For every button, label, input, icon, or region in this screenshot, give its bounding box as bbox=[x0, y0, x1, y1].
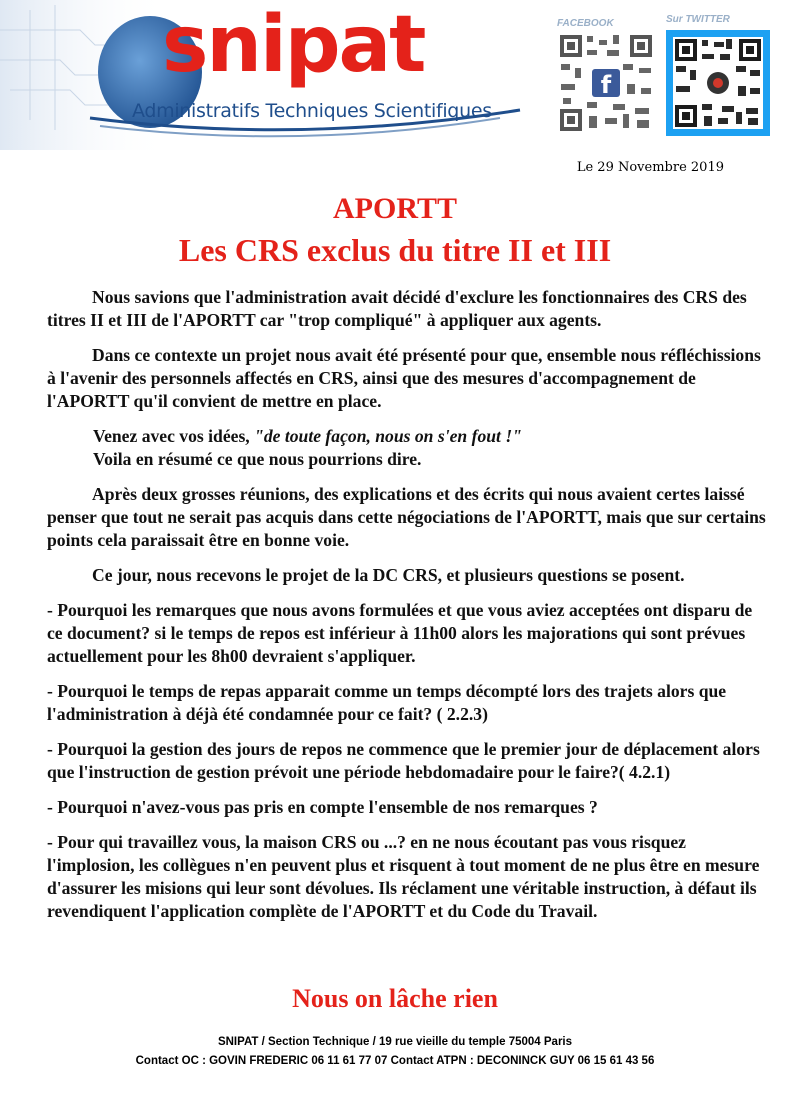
facebook-qr-code[interactable] bbox=[557, 32, 655, 134]
twitter-label: Sur TWITTER bbox=[666, 14, 730, 25]
document-subtitle: Les CRS exclus du titre II et III bbox=[178, 232, 612, 268]
question-3: - Pourquoi la gestion des jours de repos ne commence que le premier jour de déplacement alors que l'instruction de gestion prévoit une période hebdomadaire pour le faire?( 4.2.1) bbox=[47, 739, 760, 782]
twitter-qr-code[interactable] bbox=[666, 30, 770, 136]
paragraph-3-line2: Voila en résumé ce que nous pourrions dire. bbox=[93, 449, 422, 469]
paragraph-2: Dans ce contexte un projet nous avait été présenté pour que, ensemble nous réfléchissions à l'avenir des personnels affectés en CRS, ainsi que des mesures d'accompagnement de l'APORTT qu'il convient de mettre en place. bbox=[47, 345, 761, 411]
slogan: Nous on lâche rien bbox=[292, 984, 498, 1013]
document-body bbox=[47, 286, 767, 935]
footer-contacts: Contact OC : GOVIN FREDERIC 06 11 61 77 07 Contact ATPN : DECONINCK GUY 06 15 61 43 56 bbox=[135, 1055, 655, 1067]
document-date: Le 29 Novembre 2019 bbox=[576, 160, 724, 175]
document-title: APORTT bbox=[333, 192, 457, 225]
question-4: - Pourquoi n'avez-vous pas pris en compte l'ensemble de nos remarques ? bbox=[47, 797, 598, 817]
logo-subtitle: Administratifs Techniques Scientifiques bbox=[132, 100, 492, 122]
facebook-label: FACEBOOK bbox=[557, 18, 614, 29]
footer-address: SNIPAT / Section Technique / 19 rue vieille du temple 75004 Paris bbox=[217, 1036, 573, 1048]
paragraph-3-start: Venez avec vos idées, bbox=[93, 426, 255, 446]
logo-wordmark: snipat bbox=[162, 0, 425, 90]
paragraph-1: Nous savions que l'administration avait décidé d'exclure les fonctionnaires des CRS des titres II et III de l'APORTT car "trop compliqué" à appliquer aux agents. bbox=[47, 287, 747, 330]
paragraph-3-quote: "de toute façon, nous on s'en fout !" bbox=[254, 426, 522, 446]
question-1: - Pourquoi les remarques que nous avons formulées et que vous aviez acceptées ont disparu de ce document? si le temps de repos est inférieur à 11h00 alors les majorations qui sont prévues actuellement pour les 8h00 devraient s'appliquer. bbox=[47, 600, 753, 666]
question-5: - Pour qui travaillez vous, la maison CRS ou ...? en ne nous écoutant pas vous risquez l'implosion, les collègues n'en peuvent plus et risquent à tout moment de ne plus être en mesure d'assurer les misions qui leur sont dévolues. Ils réclament une véritable instruction, à défaut ils revendiquent l'application complète de l'APORTT et du Code du Travail. bbox=[47, 832, 760, 921]
svg-text:f: f bbox=[600, 71, 612, 99]
paragraph-3 bbox=[47, 425, 767, 471]
paragraph-5: Ce jour, nous recevons le projet de la DC CRS, et plusieurs questions se posent. bbox=[92, 565, 685, 585]
paragraph-4: Après deux grosses réunions, des explications et des écrits qui nous avaient certes laissé penser que tout ne serait pas acquis dans cette négociations de l'APORTT, mais que sur certains points cela paraissait être en bonne voie. bbox=[47, 484, 766, 550]
question-2: - Pourquoi le temps de repas apparait comme un temps décompté lors des trajets alors que l'administration à déjà été condamnée pour ce fait? ( 2.2.3) bbox=[47, 681, 727, 724]
letterhead bbox=[0, 0, 790, 150]
